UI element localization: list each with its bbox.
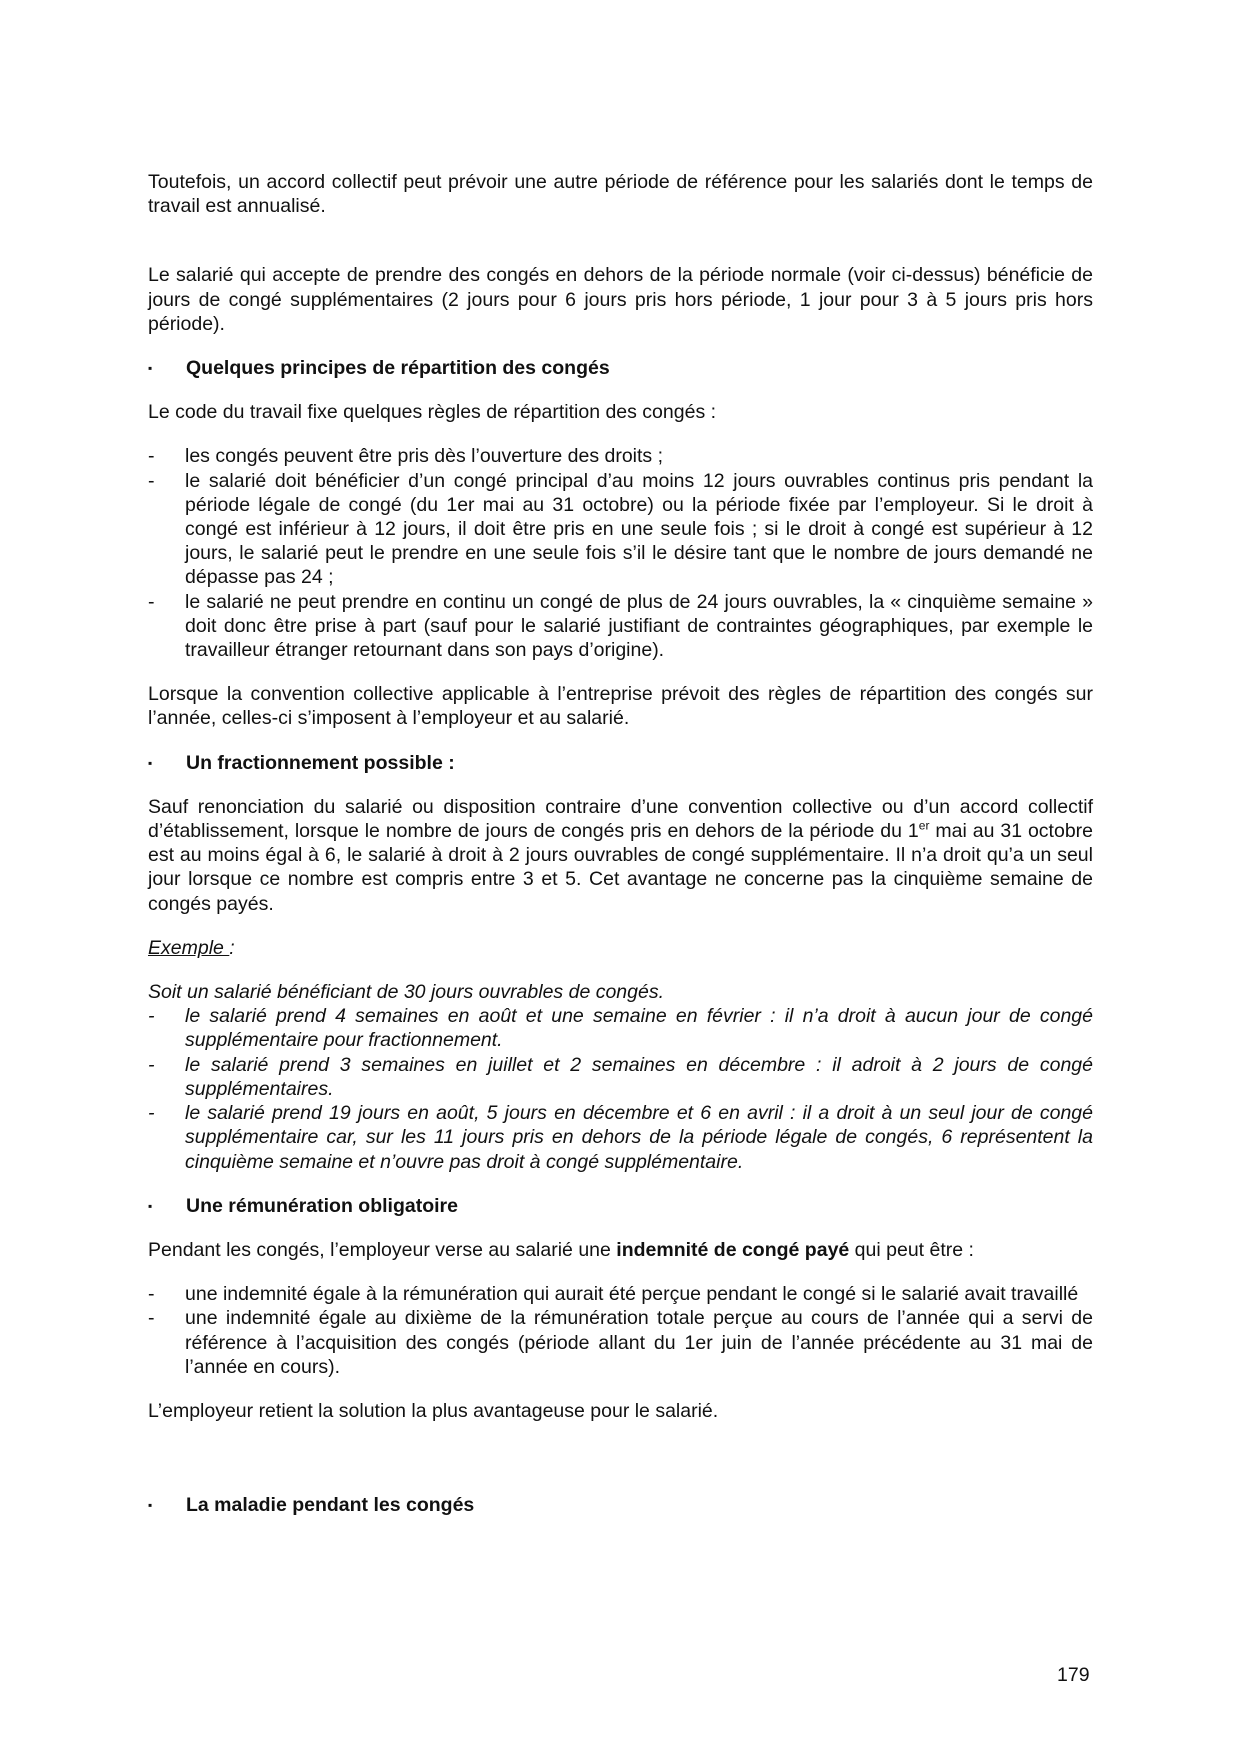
- paragraph-regles-intro: Le code du travail fixe quelques règles de répartition des congés :: [148, 401, 717, 424]
- heading-text: Une rémunération obligatoire: [186, 1194, 458, 1217]
- example-label: Exemple :: [148, 936, 235, 959]
- heading-maladie: [148, 1493, 1093, 1517]
- list-item: - le salarié ne peut prendre en continu un congé de plus de 24 jours ouvrables, la « cinquième semaine » doit donc être prise à part (sauf pour le salarié justifiant de contraintes géographiques, par exemple le travailleur étranger retournant dans son pays d’origine).: [148, 590, 1093, 662]
- list-item: - le salarié prend 19 jours en août, 5 jours en décembre et 6 en avril : il a droit à un seul jour de congé supplémentaire car, sur les 11 jours pris en dehors de la période légale de congés, 6 représentent la cinquième semaine et n’ouvre pas droit à congé supplémentaire.: [148, 1102, 1093, 1173]
- list-item: - une indemnité égale à la rémunération qui aurait été perçue pendant le congé si le salarié avait travaillé: [148, 1283, 1079, 1306]
- heading-text: Un fractionnement possible :: [186, 751, 455, 774]
- paragraph-annualisation: Toutefois, un accord collectif peut prévoir une autre période de référence pour les salariés dont le temps de travail est annualisé.: [148, 171, 1093, 218]
- square-bullet-icon: ▪: [148, 1498, 153, 1513]
- dash-marker: -: [148, 1307, 155, 1330]
- list-item: - le salarié prend 3 semaines en juillet et 2 semaines en décembre : il adroit à 2 jours de congé supplémentaires.: [148, 1053, 1093, 1100]
- examples-list: [148, 1004, 1093, 1173]
- rules-list: [148, 444, 1093, 662]
- paragraph-fractionnement: Sauf renonciation du salarié ou disposition contraire d’une convention collective ou d’un accord collectif d’établissement, lorsque le nombre de jours de congés pris en dehors de la période du 1er mai au 31 octobre est au moins égal à 6, le salarié à droit à 2 jours ouvrables de congé supplémentaire. Il n’a droit qu’a un seul jour lorsque ce nombre est compris entre 3 et 5. Cet avantage ne concerne pas la cinquième semaine de congés payés.: [148, 795, 1094, 915]
- heading-remuneration: [148, 1194, 1093, 1218]
- square-bullet-icon: ▪: [148, 1198, 153, 1213]
- indemnities-list: [148, 1282, 1093, 1379]
- dash-marker: -: [148, 1102, 155, 1125]
- dash-marker: -: [148, 469, 155, 492]
- paragraph-indemnite: Pendant les congés, l’employeur verse au salarié une indemnité de congé payé qui peut être :: [148, 1238, 974, 1261]
- heading-fractionnement: [148, 751, 1093, 775]
- dash-marker: -: [148, 445, 155, 468]
- list-item: - une indemnité égale au dixième de la rémunération totale perçue au cours de l’année qui a servi de référence à l’acquisition des congés (période allant du 1er juin de l’année précédente au 31 mai de l’année en cours).: [148, 1307, 1093, 1378]
- list-item: - les congés peuvent être pris dès l’ouverture des droits ;: [148, 445, 664, 468]
- dash-marker: -: [148, 1053, 155, 1076]
- list-item: - le salarié doit bénéficier d’un congé principal d’au moins 12 jours ouvrables continus pris pendant la période légale de congé (du 1er mai au 31 octobre) ou la période fixée par l’employeur. Si le droit à congé est inférieur à 12 jours, il doit être pris en une seule fois ; si le droit à congé est supérieur à 12 jours, le salarié peut le prendre en une seule fois s’il le désire tant que le nombre de jours demandé ne dépasse pas 24 ;: [148, 469, 1093, 589]
- list-item: - le salarié prend 4 semaines en août et une semaine en février : il n’a droit à aucun jour de congé supplémentaire pour fractionnement.: [148, 1005, 1093, 1052]
- dash-marker: -: [148, 590, 155, 613]
- square-bullet-icon: ▪: [148, 755, 153, 770]
- heading-text: La maladie pendant les congés: [186, 1494, 475, 1517]
- paragraph-convention: Lorsque la convention collective applicable à l’entreprise prévoit des règles de répartition des congés sur l’année, celles-ci s’imposent à l’employeur et au salarié.: [148, 683, 1093, 730]
- paragraph-conges-supplementaires: Le salarié qui accepte de prendre des congés en dehors de la période normale (voir ci-dessus) bénéficie de jours de congé supplémentaires (2 jours pour 6 jours pris hors période, 1 jour pour 3 à 5 jours pris hors période).: [148, 264, 1093, 335]
- document-page: [148, 170, 1093, 1517]
- dash-marker: -: [148, 1005, 155, 1028]
- dash-marker: -: [148, 1283, 155, 1306]
- page-number: 179: [1057, 1664, 1090, 1686]
- paragraph-solution: L’employeur retient la solution la plus avantageuse pour le salarié.: [148, 1399, 719, 1422]
- example-intro: Soit un salarié bénéficiant de 30 jours ouvrables de congés.: [148, 981, 664, 1004]
- heading-text: Quelques principes de répartition des congés: [186, 357, 610, 380]
- heading-repartition: [148, 356, 1093, 380]
- square-bullet-icon: ▪: [148, 361, 153, 376]
